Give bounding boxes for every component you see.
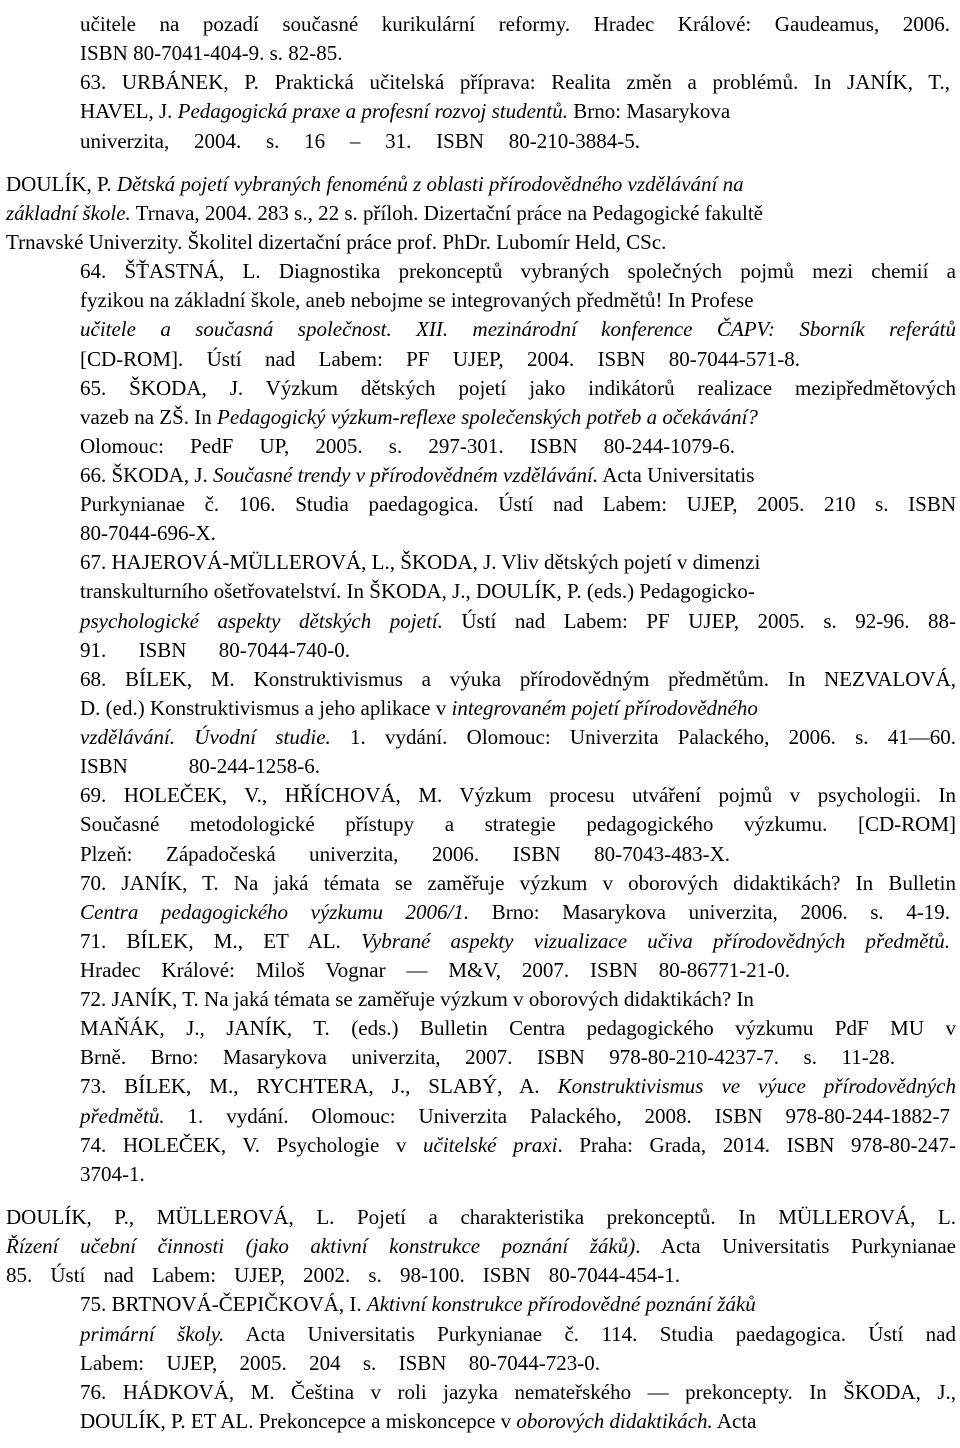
text-fragment: univerzita, 2004. s. 16 – 31. ISBN 80-210-3884-5.	[80, 129, 640, 153]
text-line	[80, 95, 730, 128]
text-fragment: 1. vydání. Olomouc: Univerzita Palackého, 2006. s. 41—60.	[330, 725, 956, 749]
italic-text: primární školy.	[80, 1322, 225, 1346]
text-fragment: 1. vydání. Olomouc: Univerzita Palackého, 2008. ISBN 978-80-244-1882-7	[164, 1104, 950, 1128]
text-fragment: Ústí nad Labem: PF UJEP, 2005. s. 92-96. 88-	[442, 609, 957, 633]
text-line	[80, 313, 956, 346]
text-line	[80, 808, 956, 841]
text-fragment: [CD-ROM]. Ústí nad Labem: PF UJEP, 2004. ISBN 80-7044-571-8.	[80, 347, 800, 371]
text-fragment: 63. URBÁNEK, P. Praktická učitelská příprava: Realita změn a problémů. In JANÍK, T.,	[80, 70, 950, 94]
text-line	[80, 575, 755, 608]
italic-text: integrovaném pojetí přírodovědného	[451, 696, 758, 720]
italic-text: Centra pedagogického výzkumu 2006/1.	[80, 900, 470, 924]
text-fragment: Brně. Brno: Masarykova univerzita, 2007. ISBN 978-80-210-4237-7. s. 11-28.	[80, 1045, 895, 1069]
text-fragment: 80-7044-696-X.	[80, 521, 216, 545]
text-fragment: 69. HOLEČEK, V., HŘÍCHOVÁ, M. Výzkum procesu utváření pojmů v psychologii. In	[80, 783, 956, 807]
italic-text: Konstruktivismus ve výuce přírodovědných	[557, 1074, 957, 1098]
italic-text: Vybrané aspekty vizualizace učiva přírodovědných předmětů.	[361, 929, 951, 953]
text-fragment: Brno: Masarykova	[568, 99, 731, 123]
text-fragment: ISBN 80-244-1258-6.	[80, 754, 320, 778]
text-fragment: vazeb na ZŠ. In	[80, 405, 218, 429]
text-fragment: D. (ed.) Konstruktivismus a jeho aplikace v	[80, 696, 452, 720]
text-fragment: Trnavské Univerzity. Školitel dizertační práce prof. PhDr. Lubomír Held, CSc.	[6, 230, 667, 254]
italic-text: Aktivní konstrukce přírodovědné poznání žáků	[366, 1292, 756, 1316]
italic-text: Pedagogická praxe a profesní rozvoj studentů.	[177, 99, 569, 123]
text-line	[80, 125, 640, 158]
text-fragment: DOULÍK, P., MÜLLEROVÁ, L. Pojetí a charakteristika prekonceptů. In MÜLLEROVÁ, L.	[6, 1205, 956, 1229]
italic-text: Dětská pojetí vybraných fenoménů z oblasti přírodovědného vzdělávání na	[116, 172, 744, 196]
text-fragment: DOULÍK, P. ET AL. Prekoncepce a miskoncepce v	[80, 1409, 517, 1433]
text-fragment: DOULÍK, P.	[6, 172, 117, 196]
text-fragment: fyzikou na základní škole, aneb nebojme se integrovaných předmětů! In Profese	[80, 288, 754, 312]
text-fragment: 75. BRTNOVÁ-ČEPIČKOVÁ, I.	[80, 1292, 367, 1316]
text-fragment: Labem: UJEP, 2005. 204 s. ISBN 80-7044-723-0.	[80, 1351, 600, 1375]
text-fragment: 76. HÁDKOVÁ, M. Čeština v roli jazyka nemateřského — prekoncepty. In ŠKODA, J.,	[80, 1380, 956, 1404]
text-fragment: učitele na pozadí současné kurikulární reformy. Hradec Králové: Gaudeamus, 2006.	[80, 12, 950, 36]
text-fragment: Acta Universitatis	[598, 463, 755, 487]
text-fragment: 68. BÍLEK, M. Konstruktivismus a výuka přírodovědným předmětům. In NEZVALOVÁ,	[80, 667, 956, 691]
italic-text: předmětů.	[80, 1104, 165, 1128]
text-fragment: 71. BÍLEK, M., ET AL.	[80, 929, 362, 953]
text-fragment: Acta Universitatis Purkynianae č. 114. Studia paedagogica. Ústí nad	[224, 1322, 956, 1346]
text-fragment: 70. JANÍK, T. Na jaká témata se zaměřuje výzkum v oborových didaktikách? In Bulletin	[80, 871, 956, 895]
italic-text: psychologické aspekty dětských pojetí.	[80, 609, 443, 633]
text-fragment: 73. BÍLEK, M., RYCHTERA, J., SLABÝ, A.	[80, 1074, 558, 1098]
text-fragment: MAŇÁK, J., JANÍK, T. (eds.) Bulletin Centra pedagogického výzkumu PdF MU v	[80, 1016, 956, 1040]
italic-text: učitelské praxi	[423, 1133, 558, 1157]
text-fragment: 72. JANÍK, T. Na jaká témata se zaměřuje výzkum v oborových didaktikách? In	[80, 987, 754, 1011]
text-fragment: HAVEL, J.	[80, 99, 178, 123]
text-fragment: Trnava, 2004. 283 s., 22 s. příloh. Dizertační práce na Pedagogické fakultě	[130, 201, 763, 225]
italic-text: učitele a současná společnost. XII. mezinárodní konference ČAPV: Sborník referátů	[80, 317, 956, 341]
text-fragment: 64. ŠŤASTNÁ, L. Diagnostika prekonceptů vybraných společných pojmů mezi chemií a	[80, 259, 956, 283]
text-fragment: Brno: Masarykova univerzita, 2006. s. 4-19.	[469, 900, 950, 924]
italic-text: základní škole.	[6, 201, 131, 225]
italic-text: Současné trendy v přírodovědném vzdělávání.	[213, 463, 599, 487]
text-fragment: 85. Ústí nad Labem: UJEP, 2002. s. 98-100. ISBN 80-7044-454-1.	[6, 1263, 680, 1287]
text-line	[80, 1158, 145, 1191]
text-fragment: 65. ŠKODA, J. Výzkum dětských pojetí jako indikátorů realizace mezipředmětových	[80, 376, 956, 400]
text-line	[80, 1070, 956, 1103]
text-fragment: 3704-1.	[80, 1162, 145, 1186]
text-line	[80, 1288, 756, 1321]
text-fragment: . Acta Universitatis Purkynianae	[635, 1234, 956, 1258]
italic-text: Řízení učební činnosti (jako aktivní konstrukce poznání žáků)	[6, 1234, 636, 1258]
text-fragment: Olomouc: PedF UP, 2005. s. 297-301. ISBN 80-244-1079-6.	[80, 434, 735, 458]
text-fragment: . Praha: Grada, 2014. ISBN 978-80-247-	[557, 1133, 957, 1157]
italic-text: Pedagogický výzkum-reflexe společenských potřeb a očekávání?	[217, 405, 758, 429]
text-fragment: transkulturního ošetřovatelství. In ŠKODA, J., DOULÍK, P. (eds.) Pedagogicko-	[80, 579, 755, 603]
text-fragment: 74. HOLEČEK, V. Psychologie v	[80, 1133, 424, 1157]
text-fragment: ISBN 80-7041-404-9. s. 82-85.	[80, 41, 343, 65]
text-fragment: Plzeň: Západočeská univerzita, 2006. ISBN 80-7043-483-X.	[80, 842, 730, 866]
text-fragment: 66. ŠKODA, J.	[80, 463, 214, 487]
italic-text: oborových didaktikách.	[516, 1409, 713, 1433]
text-fragment: Purkynianae č. 106. Studia paedagogica. Ústí nad Labem: UJEP, 2005. 210 s. ISBN	[80, 492, 956, 516]
text-fragment: 67. HAJEROVÁ-MÜLLEROVÁ, L., ŠKODA, J. Vliv dětských pojetí v dimenzi	[80, 550, 761, 574]
text-line	[80, 1405, 756, 1438]
italic-text: vzdělávání. Úvodní studie.	[80, 725, 331, 749]
text-fragment: Současné metodologické přístupy a strategie pedagogického výzkumu. [CD-ROM]	[80, 812, 956, 836]
text-fragment: Acta	[712, 1409, 757, 1433]
text-line	[80, 1129, 956, 1162]
text-fragment: Hradec Králové: Miloš Vognar — M&V, 2007. ISBN 80-86771-21-0.	[80, 958, 790, 982]
text-fragment: 91. ISBN 80-7044-740-0.	[80, 638, 350, 662]
